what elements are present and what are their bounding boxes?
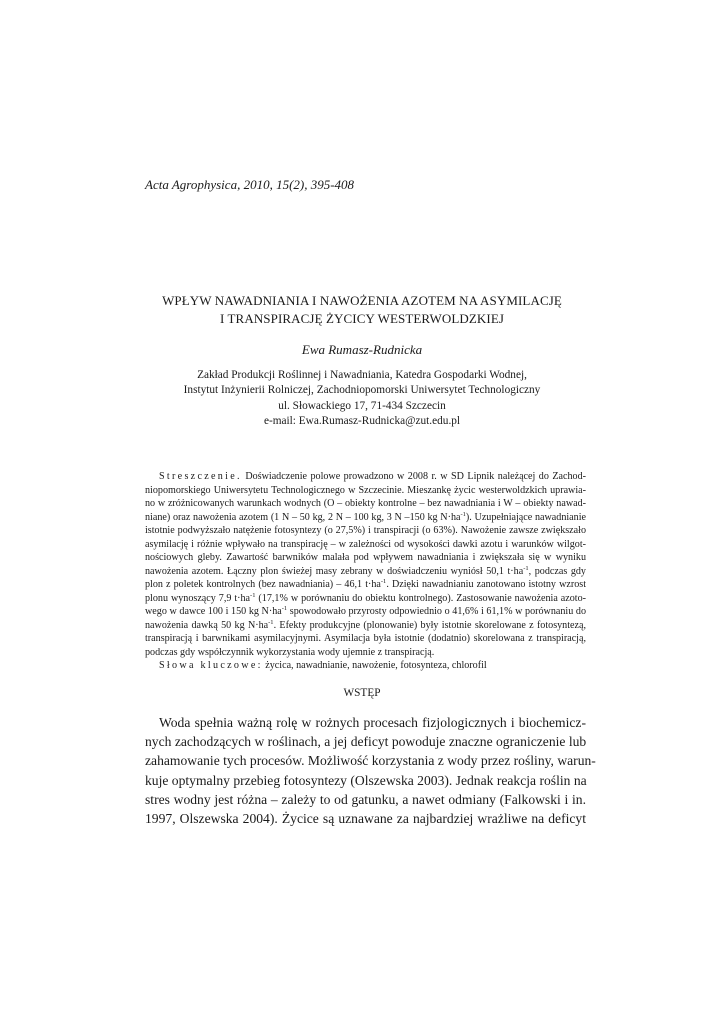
paper-title bbox=[90, 292, 634, 328]
abstract-line: Streszczenie. Doświadczenie polowe prowadzono w 2008 r. w SD Lipnik należącej do Zachod- bbox=[159, 471, 586, 482]
journal-reference: Acta Agrophysica, 2010, 15(2), 395-408 bbox=[145, 177, 355, 192]
abstract-label: Streszczenie. bbox=[159, 471, 242, 482]
body-line: zahamowanie tych procesów. Możliwość korzystania z wody przez rośliny, warun- bbox=[145, 753, 596, 769]
body-line: Woda spełnia ważną rolę w rożnych procesach fizjologicznych i biochemicz- bbox=[159, 715, 586, 730]
abstract-line: plon z poletek kontrolnych (bez nawadniania) – 46,1 $t\cdot ha^{-1}$. Dzięki nawadnianiu zanotowano istotny wzrost bbox=[145, 578, 586, 590]
abstract-line: asymilację i różnie wpływało na transpirację – w zależności od wysokości dawki azotu i warunków wilgot- bbox=[145, 538, 586, 550]
abstract-line: nawożenia azotem. Łączny plon świeżej masy zebrany w doświadczeniu wyniósł 50,1 $t\cdot ha^{-1}$, podczas gdy bbox=[145, 564, 586, 577]
affiliation-line: Instytut Inżynierii Rolniczej, Zachodniopomorski Uniwersytet Technologiczny bbox=[183, 384, 541, 397]
abstract-line: wego w dawce 100 i 150 kg $N\cdot ha^{-1}$ spowodowało przyrosty odpowiednio o 41,6% i 61,1% w porównaniu do bbox=[145, 605, 586, 617]
section-heading: WSTĘP bbox=[343, 687, 381, 699]
abstract-line: istotnie podwyższało natężenie fotosyntezy (o 27,5%) i transpiracji (o 63%). Nawożenie zawsze zwiększało bbox=[145, 525, 586, 536]
body-line: nych zachodzących w roślinach, a jej deficyt powoduje znaczne ograniczenie lub bbox=[145, 734, 587, 750]
body-line: stres wodny jest różna – zależy to od gatunku, a nawet odmiany (Falkowski i in. bbox=[145, 791, 586, 807]
intro-paragraph bbox=[145, 713, 596, 828]
abstract bbox=[145, 470, 586, 673]
abstract-line: podczas gdy współczynnik wykorzystania wody ujemnie z transpiracją. bbox=[145, 646, 435, 658]
keywords: życica, nawadnianie, nawożenie, fotosynteza, chlorofil bbox=[262, 660, 487, 671]
affiliation-block bbox=[90, 368, 634, 429]
title-line-2: I TRANSPIRACJĘ ŻYCICY WESTERWOLDZKIEJ bbox=[219, 311, 505, 326]
abstract-line: nawożenia dawką 50 kg $N\cdot ha^{-1}$. Efekty produkcyjne (plonowanie) były istotnie skorelowane z fotosyntezą, bbox=[145, 618, 586, 631]
author-name: Ewa Rumasz-Rudnicka bbox=[301, 342, 423, 357]
abstract-line: transpiracją i barwnikami asymilacyjnymi. Asymilacja była istotnie (dodatnio) skorelowana z transpiracją, bbox=[145, 633, 586, 644]
abstract-line: nościowych gleby. Zawartość barwników malała pod wpływem nawadniania i zwiększała się w wyniku bbox=[145, 552, 586, 563]
abstract-line: no w zróżnicowanych warunkach wodnych (O – obiekty kontrolne – bez nawadniania i W – obiekty nawad- bbox=[145, 498, 586, 509]
body-line: 1997, Olszewska 2004). Życice są uznawane za najbardziej wrażliwe na deficyt bbox=[145, 810, 586, 826]
abstract-line: niopomorskiego Uniwersytetu Technologicznego w Szczecinie. Mieszankę życic westerwoldzkich uprawia- bbox=[145, 484, 586, 496]
abstract-line: plonu wynoszący 7,9 $t\cdot ha^{-1}$ (17,1% w porównaniu do obiektu kontrolnego). Zastosowanie nawożenia azoto- bbox=[145, 591, 586, 604]
keywords-line bbox=[145, 659, 586, 673]
keywords-label: Słowa kluczowe: bbox=[159, 660, 263, 671]
abstract-line: niane) oraz nawożenia azotem (1 N – 50 kg, 2 N – 100 kg, 3 N –150 kg $N\cdot ha^{-1}$). Uzupełniające nawadnianie bbox=[145, 510, 586, 523]
affiliation-line: Zakład Produkcji Roślinnej i Nawadniania, Katedra Gospodarki Wodnej, bbox=[197, 369, 527, 381]
affiliation-line: ul. Słowackiego 17, 71-434 Szczecin bbox=[278, 399, 446, 412]
title-line-1: WPŁYW NAWADNIANIA I NAWOŻENIA AZOTEM NA ASYMILACJĘ bbox=[162, 293, 562, 308]
affiliation-email: e-mail: Ewa.Rumasz-Rudnicka@zut.edu.pl bbox=[263, 414, 461, 427]
body-line: kuje optymalny przebieg fotosyntezy (Olszewska 2003). Jednak reakcja roślin na bbox=[145, 772, 587, 788]
